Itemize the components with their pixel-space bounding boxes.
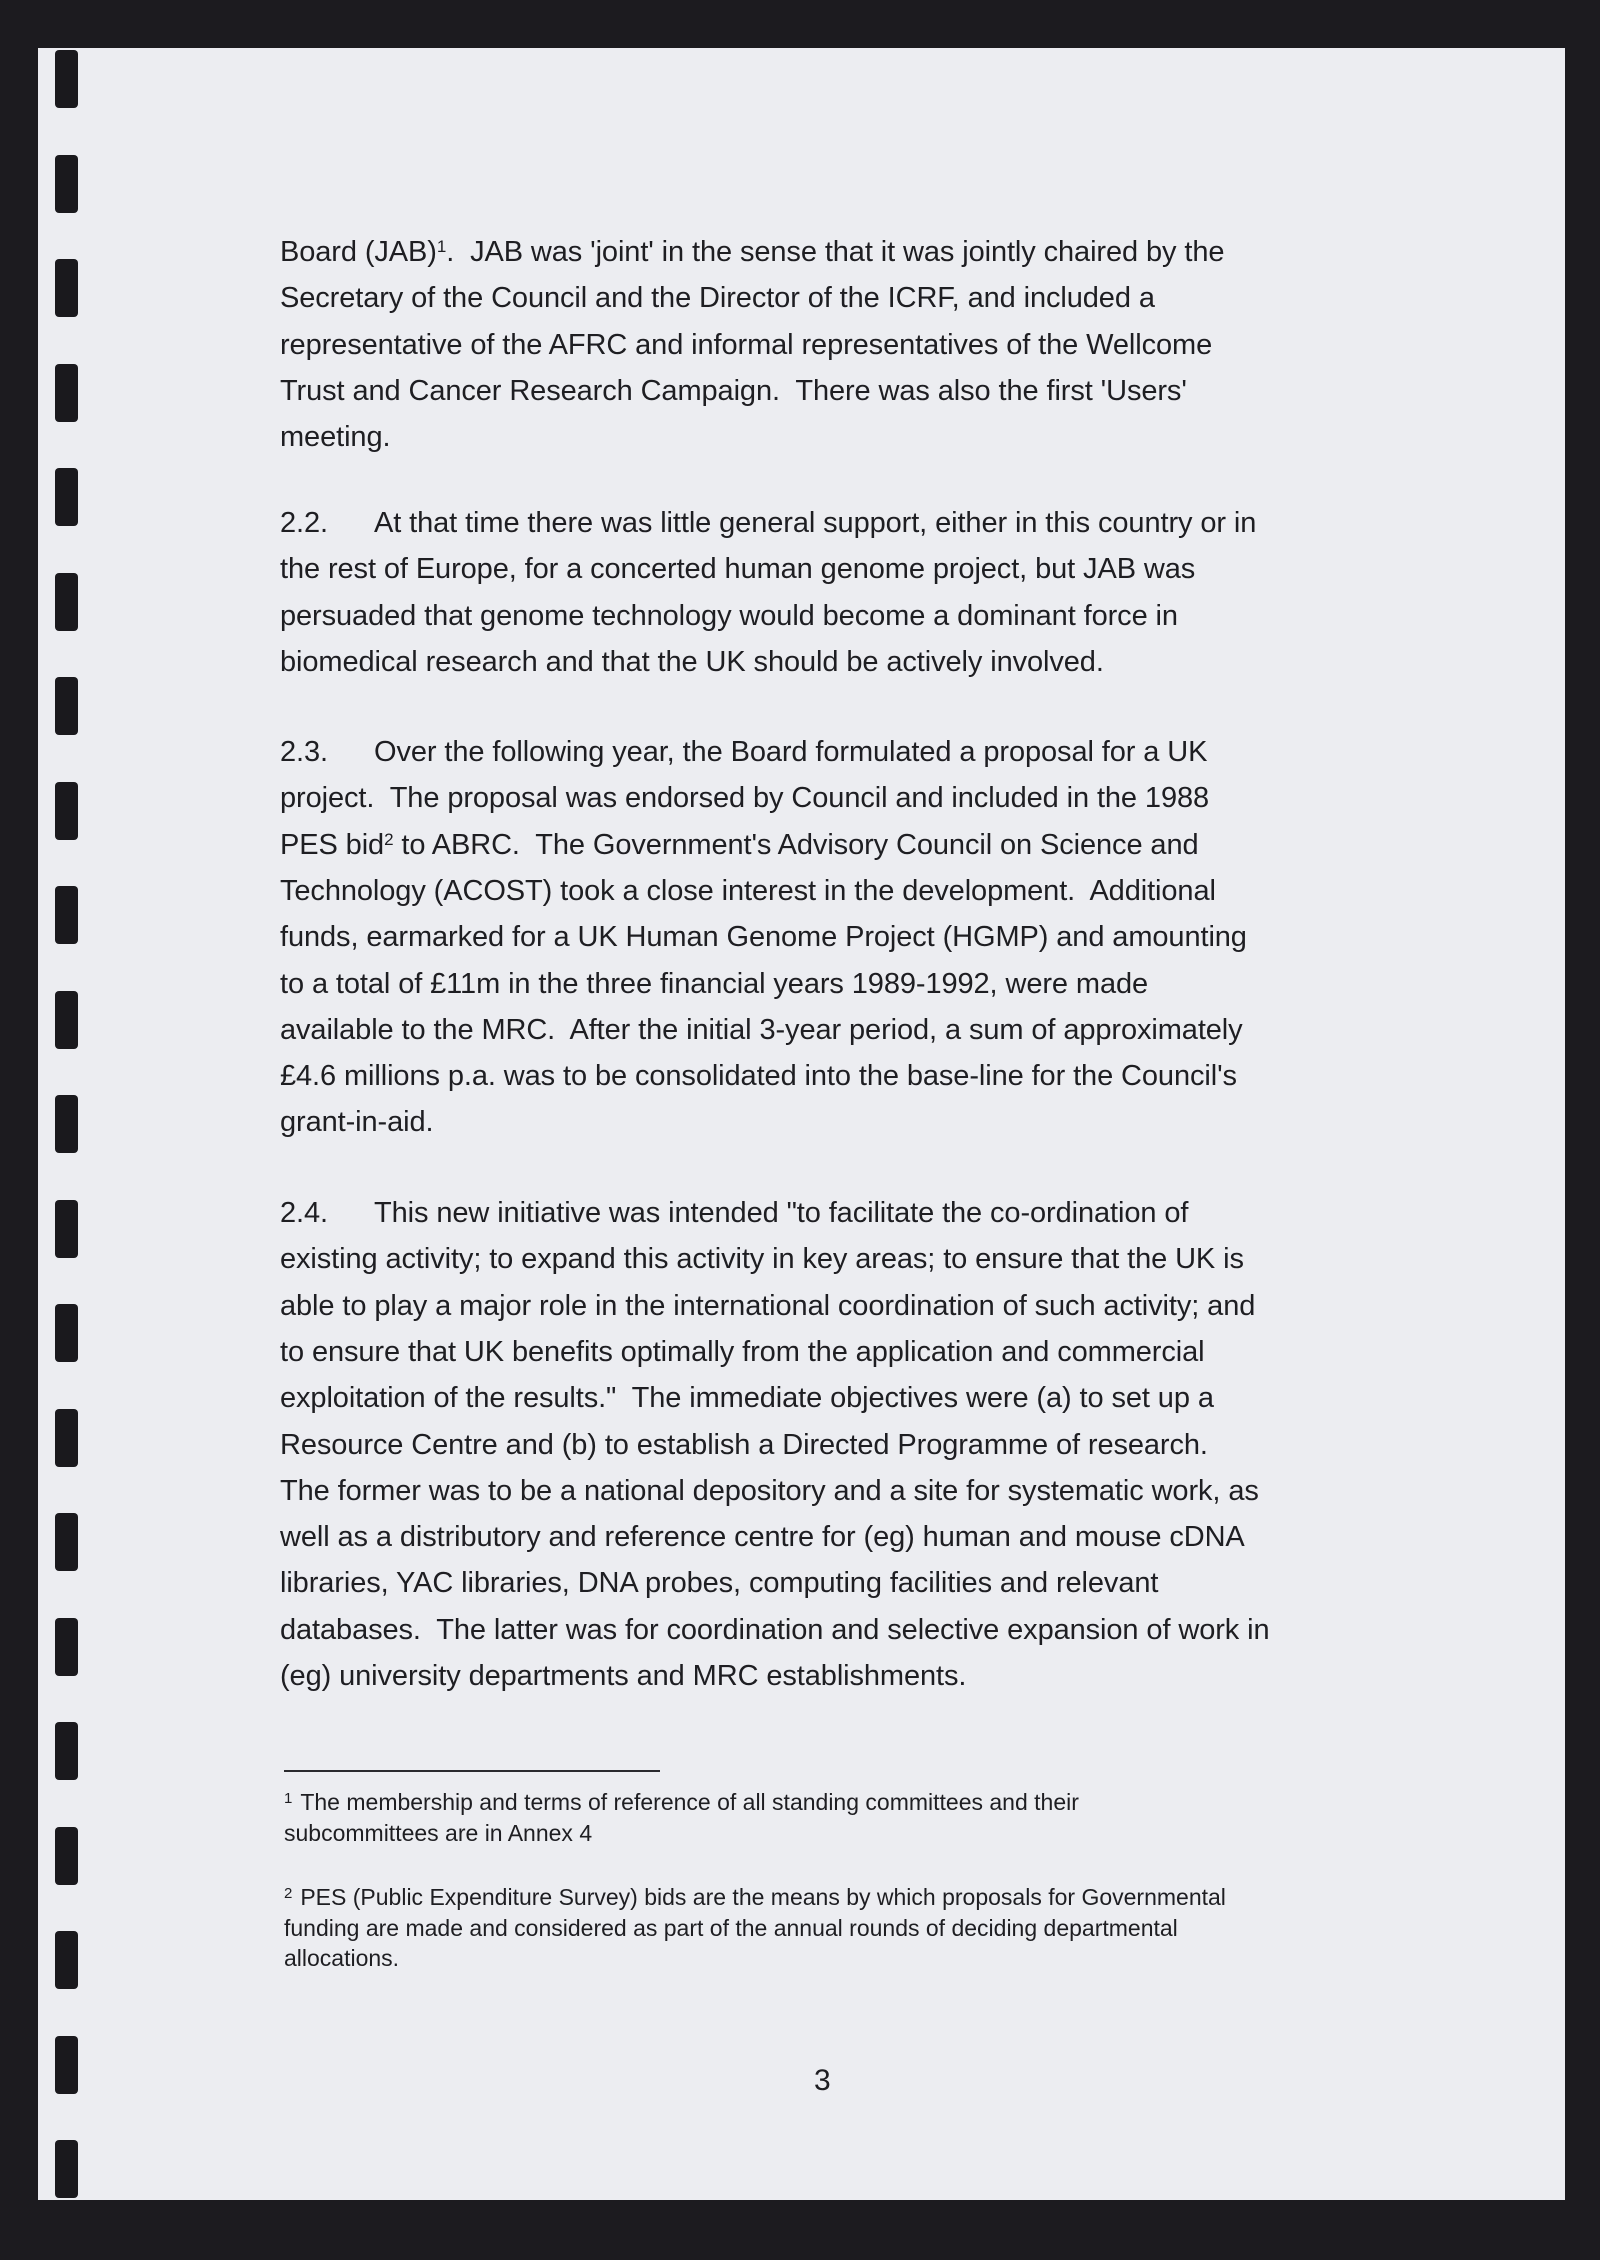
binding-hole	[55, 364, 78, 422]
binding-hole	[55, 991, 78, 1049]
paragraph-number: 2.4.	[280, 1197, 328, 1229]
footnote-ref: 2	[384, 829, 394, 849]
paragraph-line: project. The proposal was endorsed by Council and included in the 1988	[280, 782, 1210, 815]
binding-hole	[55, 1304, 78, 1362]
paragraph-line: available to the MRC. After the initial 3-year period, a sum of approximately	[280, 1013, 1243, 1046]
binding-hole	[55, 1409, 78, 1467]
paragraph-line: libraries, YAC libraries, DNA probes, computing facilities and relevant	[280, 1567, 1159, 1600]
paragraph-line: to ensure that UK benefits optimally from the application and commercial	[280, 1335, 1205, 1368]
paragraph-line: 2.4. This new initiative was intended "to facilitate the co-ordination of	[280, 1197, 1189, 1229]
paragraph-line: the rest of Europe, for a concerted human genome project, but JAB was	[280, 553, 1196, 586]
paragraph-line: The former was to be a national depository and a site for systematic work, as	[280, 1474, 1259, 1507]
paragraph-line: biomedical research and that the UK should be actively involved.	[280, 645, 1104, 678]
binding-hole	[55, 573, 78, 631]
paragraph-line: persuaded that genome technology would become a dominant force in	[280, 599, 1178, 632]
footnote-line: allocations.	[284, 1945, 400, 1971]
page-number: 3	[814, 2064, 831, 2097]
binding-hole	[55, 1513, 78, 1571]
binding-hole	[55, 1827, 78, 1885]
paragraph-line: to a total of £11m in the three financial years 1989-1992, were made	[280, 967, 1149, 1000]
paragraph-line: meeting.	[280, 421, 391, 454]
binding-hole	[55, 1931, 78, 1989]
paragraph-line: well as a distributory and reference centre for (eg) human and mouse cDNA	[280, 1521, 1245, 1554]
paragraph-number: 2.2.	[280, 507, 328, 539]
document-page	[38, 48, 1565, 2200]
paragraph-line: Technology (ACOST) took a close interest in the development. Additional	[280, 874, 1216, 907]
paragraph-line: funds, earmarked for a UK Human Genome Project (HGMP) and amounting	[280, 921, 1247, 954]
binding-hole	[55, 1722, 78, 1780]
binding-hole	[55, 1200, 78, 1258]
paragraph-line: £4.6 millions p.a. was to be consolidated into the base-line for the Council's	[280, 1060, 1237, 1093]
binding-hole	[55, 1095, 78, 1153]
footnote-line: $^2$ PES (Public Expenditure Survey) bids are the means by which proposals for Governmental	[284, 1884, 1226, 1910]
footnote-line: funding are made and considered as part of the annual rounds of deciding departmental	[284, 1914, 1178, 1941]
paragraph-number: 2.3.	[280, 736, 328, 768]
binding-hole	[55, 2140, 78, 2198]
paragraph-line: able to play a major role in the international coordination of such activity; and	[280, 1289, 1256, 1322]
binding-hole	[55, 468, 78, 526]
footnote-ref: 1	[436, 237, 447, 256]
paragraph-line: Secretary of the Council and the Director of the ICRF, and included a	[280, 282, 1155, 315]
footnote-line: subcommittees are in Annex 4	[284, 1819, 593, 1846]
paragraph-line: grant-in-aid.	[280, 1106, 434, 1139]
paragraph-line: (eg) university departments and MRC establishments.	[280, 1660, 967, 1692]
footnote-line: $^1$ The membership and terms of reference of all standing committees and their	[284, 1789, 1079, 1815]
footnote-mark: 2	[284, 1885, 293, 1902]
binding-hole	[55, 50, 78, 108]
binding-hole	[55, 155, 78, 213]
paragraph-line: 2.2. At that time there was little general support, either in this country or in	[280, 507, 1257, 539]
binding-hole	[55, 1618, 78, 1676]
binding-hole	[55, 677, 78, 735]
paragraph-line: Board (JAB)$^1$. JAB was 'joint' in the sense that it was jointly chaired by the	[280, 236, 1225, 268]
binding-hole	[55, 782, 78, 840]
paragraph-line: Trust and Cancer Research Campaign. There was also the first 'Users'	[280, 374, 1187, 407]
paragraph-line: PES bid$^2$ to ABRC. The Government's Advisory Council on Science and	[280, 828, 1199, 861]
binding-hole	[55, 2036, 78, 2094]
footnote-mark: 1	[284, 1790, 293, 1807]
paragraph-line: 2.3. Over the following year, the Board formulated a proposal for a UK	[280, 736, 1208, 768]
paragraph-line: representative of the AFRC and informal representatives of the Wellcome	[280, 328, 1213, 361]
paragraph-line: exploitation of the results." The immediate objectives were (a) to set up a	[280, 1382, 1214, 1415]
footnote-divider	[284, 1770, 660, 1772]
paragraph-line: existing activity; to expand this activity in key areas; to ensure that the UK is	[280, 1243, 1244, 1276]
binding-hole	[55, 886, 78, 944]
binding-hole	[55, 259, 78, 317]
paragraph-line: Resource Centre and (b) to establish a Directed Programme of research.	[280, 1428, 1208, 1461]
paragraph-line: databases. The latter was for coordination and selective expansion of work in	[280, 1613, 1270, 1646]
